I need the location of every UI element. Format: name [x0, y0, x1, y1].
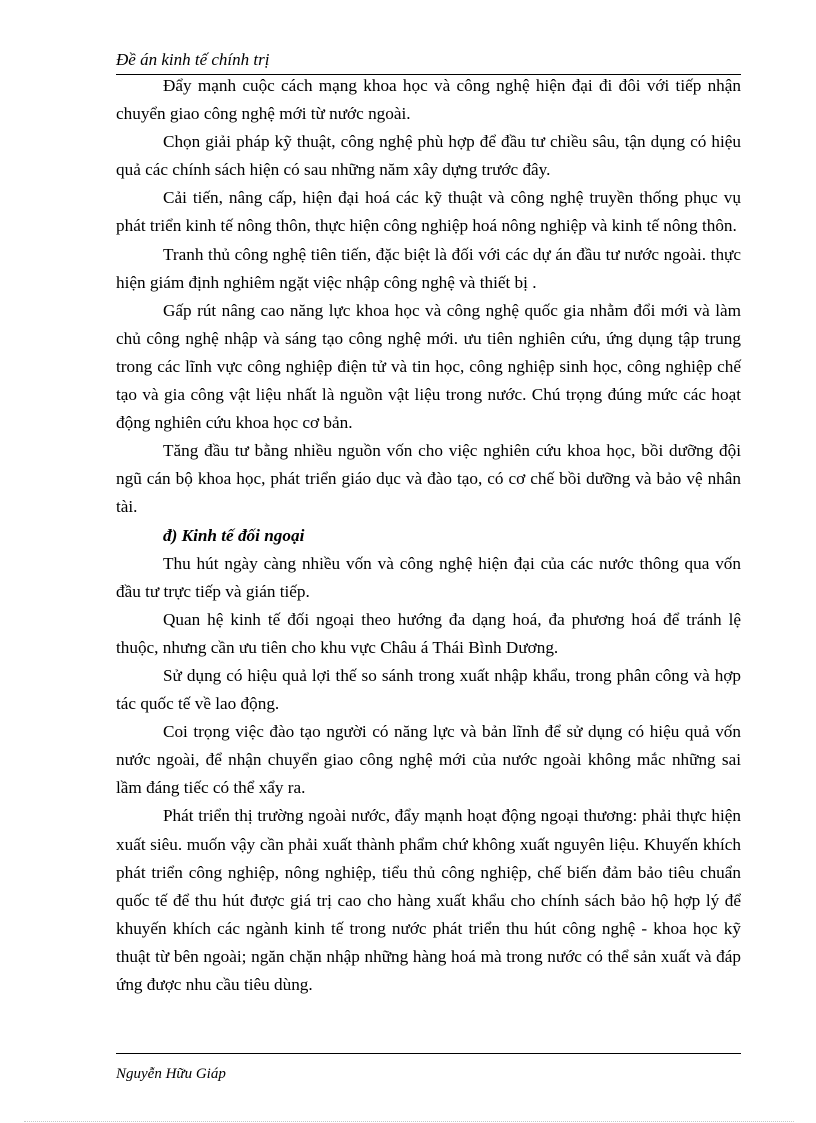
- document-body: [116, 72, 741, 999]
- paragraph: Quan hệ kinh tế đối ngoại theo hướng đa dạng hoá, đa phương hoá để tránh lệ thuộc, nhưng cần ưu tiên cho khu vực Châu á Thái Bình Dương.: [116, 609, 741, 657]
- paragraph: Thu hút ngày càng nhiều vốn và công nghệ hiện đại của các nước thông qua vốn đầu tư trực tiếp và gián tiếp.: [116, 553, 741, 601]
- paragraph: Coi trọng việc đào tạo người có năng lực và bản lĩnh để sử dụng có hiệu quả vốn nước ngoài, để nhận chuyển giao công nghệ mới của nước ngoài không mắc những sai lầm đáng tiếc có thể xẩy ra.: [116, 722, 741, 798]
- paragraph: Gấp rút nâng cao năng lực khoa học và công nghệ quốc gia nhằm đổi mới và làm chủ công nghệ nhập và sáng tạo công nghệ mới. ưu tiên nghiên cứu, ứng dụng tập trung trong các lĩnh vực công nghiệp điện tử và tin học, công nghiệp sinh học, công nghiệp chế tạo và gia công vật liệu nhất là nguồn vật liệu trong nước. Chú trọng đúng mức các hoạt động nghiên cứu khoa học cơ bản.: [116, 300, 741, 433]
- section-heading: đ) Kinh tế đối ngoại: [163, 525, 305, 545]
- paragraph: Tăng đầu tư bằng nhiều nguồn vốn cho việc nghiên cứu khoa học, bồi dưỡng đội ngũ cán bộ khoa học, phát triển giáo dục và đào tạo, có cơ chế bồi dưỡng và bảo vệ nhân tài.: [116, 441, 741, 517]
- document-title: Đề án kinh tế chính trị: [116, 50, 270, 69]
- page-header: [116, 48, 741, 75]
- paragraph: Đẩy mạnh cuộc cách mạng khoa học và công nghệ hiện đại đi đôi với tiếp nhận chuyển giao công nghệ mới từ nước ngoài.: [116, 76, 741, 124]
- paragraph: Sử dụng có hiệu quả lợi thế so sánh trong xuất nhập khẩu, trong phân công và hợp tác quốc tế về lao động.: [116, 665, 741, 714]
- paragraph: Cải tiến, nâng cấp, hiện đại hoá các kỹ thuật và công nghệ truyền thống phục vụ phát triển kinh tế nông thôn, thực hiện công nghiệp hoá nông nghiệp và kinh tế nông thôn.: [116, 188, 741, 236]
- page-edge-divider: [24, 1121, 794, 1122]
- page-footer: [116, 1053, 741, 1084]
- paragraph: Phát triển thị trường ngoài nước, đẩy mạnh hoạt động ngoại thương: phải thực hiện xuất siêu. muốn vậy cần phải xuất thành phẩm chứ không xuất nguyên liệu. Khuyến khích phát triển công nghiệp, nông nghiệp, tiểu thủ công nghiệp, chế biến đảm bảo tiêu chuẩn quốc tế để thu hút được giá trị cao cho hàng xuất khẩu cho chính sách bảo hộ hợp lý để khuyến khích các ngành kinh tế trong nước phát triển thu hút công nghệ - khoa học kỹ thuật từ bên ngoài; ngăn chặn nhập những hàng hoá mà trong nước có thể sản xuất và đáp ứng được nhu cầu tiêu dùng.: [116, 806, 741, 994]
- author-name: Nguyễn Hữu Giáp: [116, 1066, 226, 1082]
- paragraph: Chọn giải pháp kỹ thuật, công nghệ phù hợp để đầu tư chiều sâu, tận dụng có hiệu quả các chính sách hiện có sau những năm xây dựng trước đây.: [116, 132, 741, 180]
- paragraph: Tranh thủ công nghệ tiên tiến, đặc biệt là đối với các dự án đầu tư nước ngoài. thực hiện giám định nghiêm ngặt việc nhập công nghệ và thiết bị .: [116, 244, 741, 292]
